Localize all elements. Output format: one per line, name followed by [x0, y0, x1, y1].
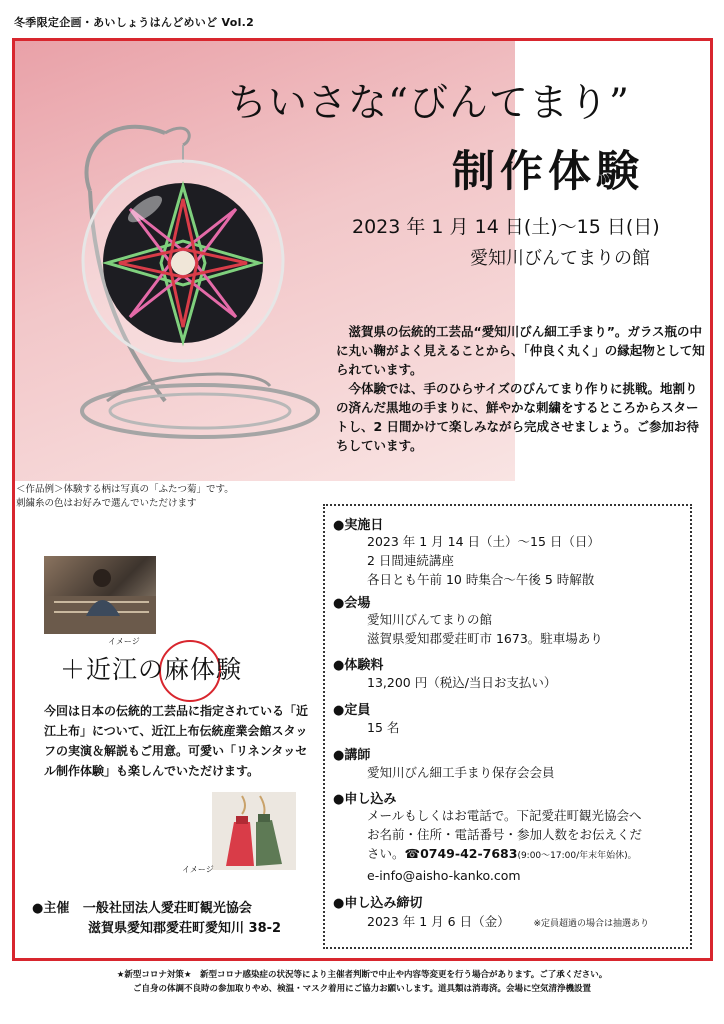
weaving-photo [44, 556, 156, 634]
deadline-date: 2023 年 1 月 6 日（金） [367, 914, 510, 929]
deadline-heading: ●申し込み締切 [333, 896, 423, 911]
footer-line1: ★新型コロナ対策★ 新型コロナ感染症の状況等により主催者判断で中止や内容等変更を行う場合があります。ご了承ください。 [116, 970, 608, 980]
instructor-heading: ●講師 [333, 748, 371, 763]
series-label: 冬季限定企画・あいしょうはんどめいど Vol.2 [14, 16, 255, 29]
apply-line3 [367, 844, 642, 866]
apply-details [367, 806, 642, 885]
apply-line1: メールもしくはお電話で。下記愛荘町観光協会へ [367, 808, 642, 823]
schedule-line1: 2023 年 1 月 14 日（土）〜15 日（日） [367, 534, 600, 549]
venue-heading: ●会場 [333, 596, 371, 611]
intro-text [336, 322, 708, 455]
event-venue: 愛知川びんてまりの館 [470, 248, 650, 269]
apply-line3-prefix: さい。 [367, 846, 405, 861]
organizer-address: 滋賀県愛知郡愛荘町愛知川 38-2 [88, 921, 282, 936]
photo-caption-line2: 刺繍糸の色はお好みで選んでいただけます [16, 498, 197, 509]
tassel-photo [212, 792, 296, 870]
venue-line2: 滋賀県愛知郡愛荘町市 1673。駐車場あり [367, 631, 603, 646]
main-title-line1: ちいさな“びんてまり” [228, 81, 630, 126]
capacity-heading: ●定員 [333, 703, 371, 718]
schedule-line2: 2 日間連続講座 [367, 553, 454, 568]
instructor-value: 愛知川びん細工手まり保存会会員 [367, 765, 555, 780]
schedule-line3: 各日とも午前 10 時集合〜午後 5 時解散 [367, 572, 595, 587]
apply-phone[interactable]: ☎0749-42-7683 [404, 846, 518, 861]
organizer-name: 一般社団法人愛荘町観光協会 [82, 901, 252, 916]
intro-paragraph-2: 今体験では、手のひらサイズのびんてまり作りに挑戦。地割りの済んだ黒地の手まりに、鮮やかな刺繍をするところからスタートし、2 日間かけて楽しみながら完成させましょう。ご参加お待ちしています。 [336, 381, 700, 453]
capacity-value: 15 名 [367, 720, 400, 735]
photo-caption-line1: ＜作品例＞体験する柄は写真の「ふたつ菊」です。 [16, 484, 234, 495]
organizer-label: ●主催 [32, 901, 70, 916]
apply-line2: お名前・住所・電話番号・参加人数をお伝えくだ [367, 827, 643, 842]
event-info-box [323, 504, 692, 949]
venue-details [367, 610, 603, 648]
tassel-photo-label: イメージ [182, 865, 214, 874]
deadline-details [367, 912, 649, 934]
photo-caption [16, 483, 316, 511]
apply-hours: (9:00〜17:00/年末年始休)。 [517, 851, 637, 861]
schedule-details [367, 532, 600, 589]
fee-value: 13,200 円（税込/当日お支払い） [367, 675, 557, 690]
footer-notice [0, 968, 724, 996]
deadline-note: ※定員超過の場合は抽選あり [533, 919, 649, 929]
apply-email[interactable]: e-info@aisho-kanko.com [367, 868, 521, 883]
event-date: 2023 年 1 月 14 日(土)〜15 日(日) [352, 216, 660, 238]
intro-paragraph-1: 滋賀県の伝統的工芸品“愛知川びん細工手まり”。ガラス瓶の中に丸い鞠がよく見えることから、「仲良く丸く」の縁起物として知られています。 [336, 324, 705, 377]
footer-line2: ご自身の体調不良時の参加取りやめ、検温・マスク着用にご協力お願いします。道具類は消毒済。会場に空気清浄機設置 [133, 984, 591, 994]
omi-asa-title: ＋近江の麻体験 [60, 655, 243, 684]
organizer-block [32, 899, 281, 939]
main-title-line2: 制作体験 [452, 147, 644, 197]
apply-heading: ●申し込み [333, 792, 397, 807]
omi-asa-description: 今回は日本の伝統的工芸品に指定されている「近江上布」について、近江上布伝統産業会館スタッフの実演＆解説もご用意。可愛い「リネンタッセル制作体験」も楽しんでいただけます。 [44, 704, 309, 778]
weaving-photo-label: イメージ [108, 637, 140, 646]
schedule-heading: ●実施日 [333, 518, 384, 533]
venue-line1: 愛知川びんてまりの館 [367, 612, 493, 627]
fee-heading: ●体験料 [333, 658, 384, 673]
